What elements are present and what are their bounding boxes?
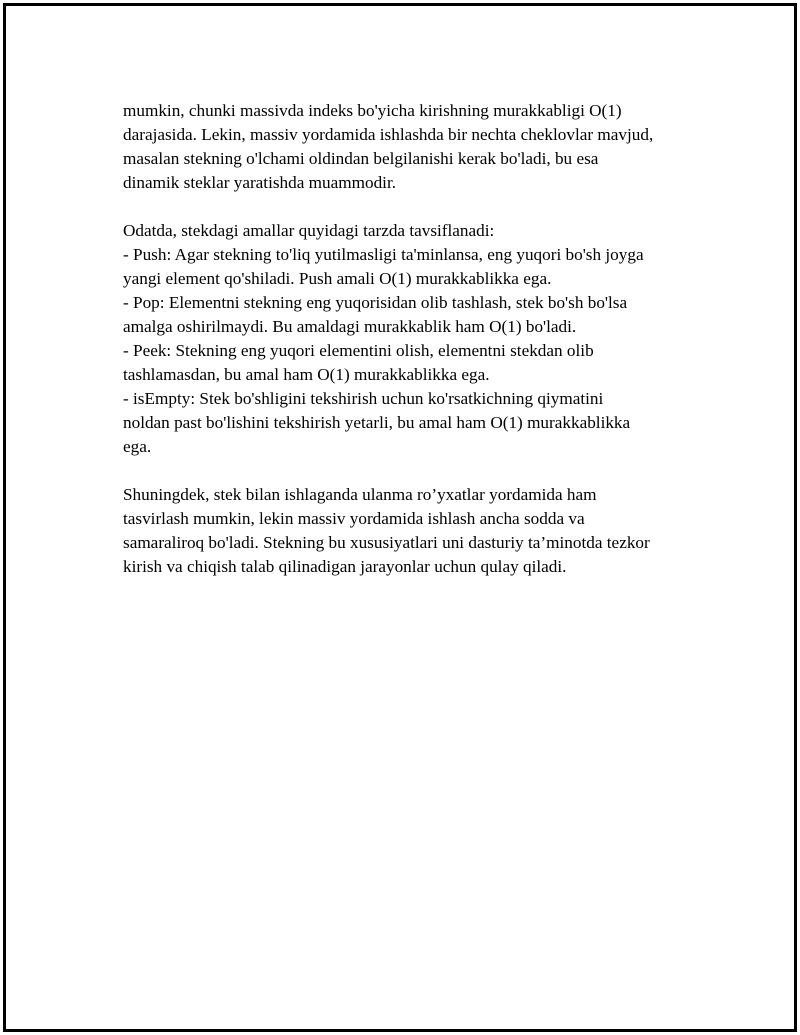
text-line: amalga oshirilmaydi. Bu amaldagi murakkablik ham O(1) bo'ladi. bbox=[123, 317, 577, 336]
paragraph-3 bbox=[123, 483, 713, 579]
paragraph-gap bbox=[123, 459, 713, 483]
page bbox=[3, 3, 797, 1032]
text-line: tashlamasdan, bu amal ham O(1) murakkablikka ega. bbox=[123, 365, 490, 384]
text-line: noldan past bo'lishini tekshirish yetarli, bu amal ham O(1) murakkablikka bbox=[123, 413, 631, 432]
text-line: - Push: Agar stekning to'liq yutilmasligi ta'minlansa, eng yuqori bo'sh joyga bbox=[123, 245, 644, 264]
text-line: kirish va chiqish talab qilinadigan jarayonlar uchun qulay qiladi. bbox=[123, 557, 567, 576]
text-line: - Pop: Elementni stekning eng yuqorisidan olib tashlash, stek bo'sh bo'lsa bbox=[123, 293, 628, 312]
text-line: - isEmpty: Stek bo'shligini tekshirish uchun ko'rsatkichning qiymatini bbox=[123, 389, 604, 408]
text-line: mumkin, chunki massivda indeks bo'yicha kirishning murakkabligi O(1) bbox=[123, 101, 622, 120]
text-line: tasvirlash mumkin, lekin massiv yordamida ishlash ancha sodda va bbox=[123, 509, 585, 528]
paragraph-gap bbox=[123, 195, 713, 219]
text-line: Shuningdek, stek bilan ishlaganda ulanma ro’yxatlar yordamida ham bbox=[123, 485, 597, 504]
text-line: dinamik steklar yaratishda muammodir. bbox=[123, 173, 397, 192]
text-line: - Peek: Stekning eng yuqori elementini olish, elementni stekdan olib bbox=[123, 341, 594, 360]
paragraph-2 bbox=[123, 219, 713, 459]
text-line: samaraliroq bo'ladi. Stekning bu xususiyatlari uni dasturiy ta’minotda tezkor bbox=[123, 533, 650, 552]
text-line: masalan stekning o'lchami oldindan belgilanishi kerak bo'ladi, bu esa bbox=[123, 149, 599, 168]
text-line: darajasida. Lekin, massiv yordamida ishlashda bir nechta cheklovlar mavjud, bbox=[123, 125, 654, 144]
paragraph-1 bbox=[123, 99, 713, 195]
document-body bbox=[123, 99, 713, 579]
text-line: Odatda, stekdagi amallar quyidagi tarzda tavsiflanadi: bbox=[123, 221, 495, 240]
text-line: yangi element qo'shiladi. Push amali O(1) murakkablikka ega. bbox=[123, 269, 552, 288]
text-line: ega. bbox=[123, 437, 152, 456]
